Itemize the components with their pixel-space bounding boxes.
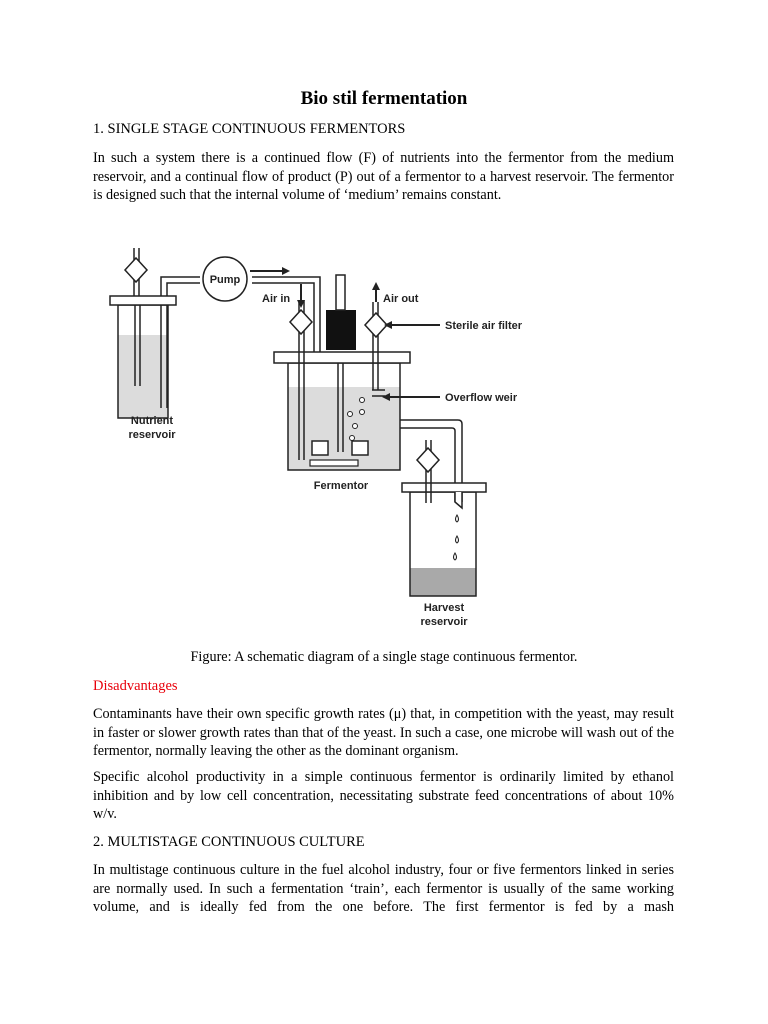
figure-caption: Figure: A schematic diagram of a single stage continuous fermentor. [190, 649, 578, 665]
air-in-label: Air in [262, 293, 291, 305]
section-2-heading: 2. MULTISTAGE CONTINUOUS CULTURE [93, 834, 365, 850]
section-1-paragraph: In such a system there is a continued flow (F) of nutrients into the fermentor from the medium reservoir, and a continual flow of product (P) out of a fermentor to a harvest reservoir. The fermentor is designed such that the internal volume of ‘medium’ remains constant. [93, 150, 674, 204]
pump-label: Pump [209, 274, 241, 286]
disadvantages-paragraph-1: Contaminants have their own specific growth rates (μ) that, in competition with the yeast, may result in faster or slower growth rates than that of the yeast. In such a case, one microbe will wash out of the fermentor, normally leaving the other as the dominant organism. [93, 706, 674, 760]
nutrient-reservoir-label-line2: reservoir [128, 429, 176, 441]
air-out-label: Air out [383, 293, 419, 305]
sterile-air-filter-label: Sterile air filter [445, 320, 523, 332]
nutrient-reservoir-label-line1: Nutrient [130, 415, 174, 427]
fermentor-vessel [274, 275, 462, 502]
document-title: Bio stil fermentation [300, 88, 468, 109]
harvest-reservoir-label-line1: Harvest [423, 602, 465, 614]
fermentor-schematic-diagram [100, 240, 523, 635]
pump [203, 257, 247, 301]
disadvantages-paragraph-2: Specific alcohol productivity in a simple continuous fermentor is ordinarily limited by ethanol inhibition and by low cell concentration, necessitating substrate feed concentrations of about 10% w/v. [93, 769, 674, 823]
section-2-paragraph: In multistage continuous culture in the fuel alcohol industry, four or five fermentors linked in series are normally used. In such a fermentation ‘train’, each fermentor is usually of the same working volume, and is ideally fed from the one before. The first fermentor is fed by a mash [93, 862, 674, 916]
fermentor-label: Fermentor [313, 480, 369, 492]
harvest-reservoir-label-line2: reservoir [420, 616, 468, 628]
harvest-reservoir [402, 440, 486, 596]
overflow-weir-label: Overflow weir [445, 392, 518, 404]
section-1-heading: 1. SINGLE STAGE CONTINUOUS FERMENTORS [93, 121, 406, 137]
disadvantages-heading: Disadvantages [93, 678, 178, 694]
nutrient-reservoir [110, 248, 176, 418]
